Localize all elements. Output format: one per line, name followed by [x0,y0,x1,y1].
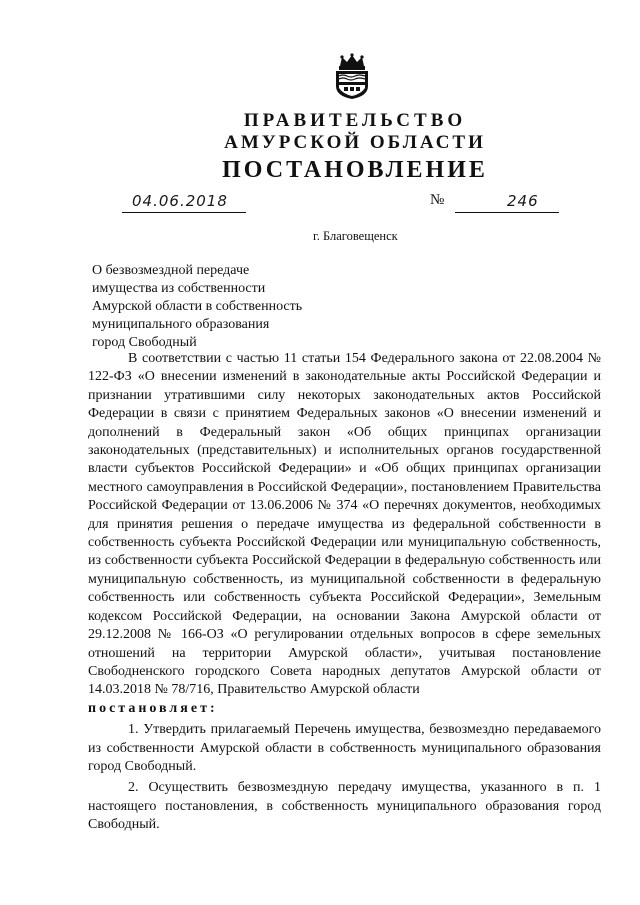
document-subject [92,262,342,352]
handwritten-date: 04.06.2018 [132,192,228,210]
subject-line: О безвозмездной передаче [92,263,250,278]
region-title: АМУРСКОЙ ОБЛАСТИ [224,132,486,153]
resolution-item: 1. Утвердить прилагаемый Перечень имущества, безвозмездно передаваемого из собственности Амурской области в собственность муниципального образования город Свободный. [88,722,601,774]
document-body [88,350,601,835]
subject-line: муниципального образования [92,317,270,332]
date-field [122,192,246,213]
subject-line: город Свободный [92,335,197,350]
document-type-title: ПОСТАНОВЛЕНИЕ [222,157,488,183]
resolves-heading: постановляет: [88,700,218,716]
subject-line: имущества из собственности [92,281,266,296]
preamble-paragraph: В соответствии с частью 11 статьи 154 Федерального закона от 22.08.2004 № 122-ФЗ «О внесении изменений в законодательные акты Российской Федерации и признании утратившими силу некоторых законодательных актов Российской Федерации в связи с принятием Федеральных законов «О внесении изменений и дополнений в Федеральный закон «Об общих принципах организации законодательных (представительных) и исполнительных органов государственной власти субъектов Российской Федерации» и «Об общих принципах организации местного самоуправления в Российской Федерации», постановлением Правительства Российской Федерации от 13.06.2006 № 374 «О перечнях документов, необходимых для принятия решения о передаче имущества из федеральной собственности в собственность субъекта Российской Федерации или муниципальную собственность, из собственности субъекта Российской Федерации в федеральную собственность или муниципальную собственность, из муниципальной собственности в федеральную собственность или собственность субъекта Российской Федерации», Земельным кодексом Российской Федерации, на основании Закона Амурской области от 29.12.2008 № 166-ОЗ «О регулировании отдельных вопросов в сфере земельных отношений на территории Амурской области», учитывая постановление Свободненского городского Совета народных депутатов Амурской области от 14.03.2018 № 78/716, Правительство Амурской области [88,351,601,698]
subject-line: Амурской области в собственность [92,299,303,314]
government-title: ПРАВИТЕЛЬСТВО [243,110,467,131]
coat-of-arms-icon [328,52,376,100]
city-name: г. Благовещенск [313,229,398,243]
handwritten-number: 246 [507,192,539,210]
number-field [455,192,559,213]
number-label: № [430,192,445,208]
resolution-item: 2. Осуществить безвозмездную передачу имущества, указанного в п. 1 настоящего постановления, в собственность муниципального образования город Свободный. [88,780,601,833]
